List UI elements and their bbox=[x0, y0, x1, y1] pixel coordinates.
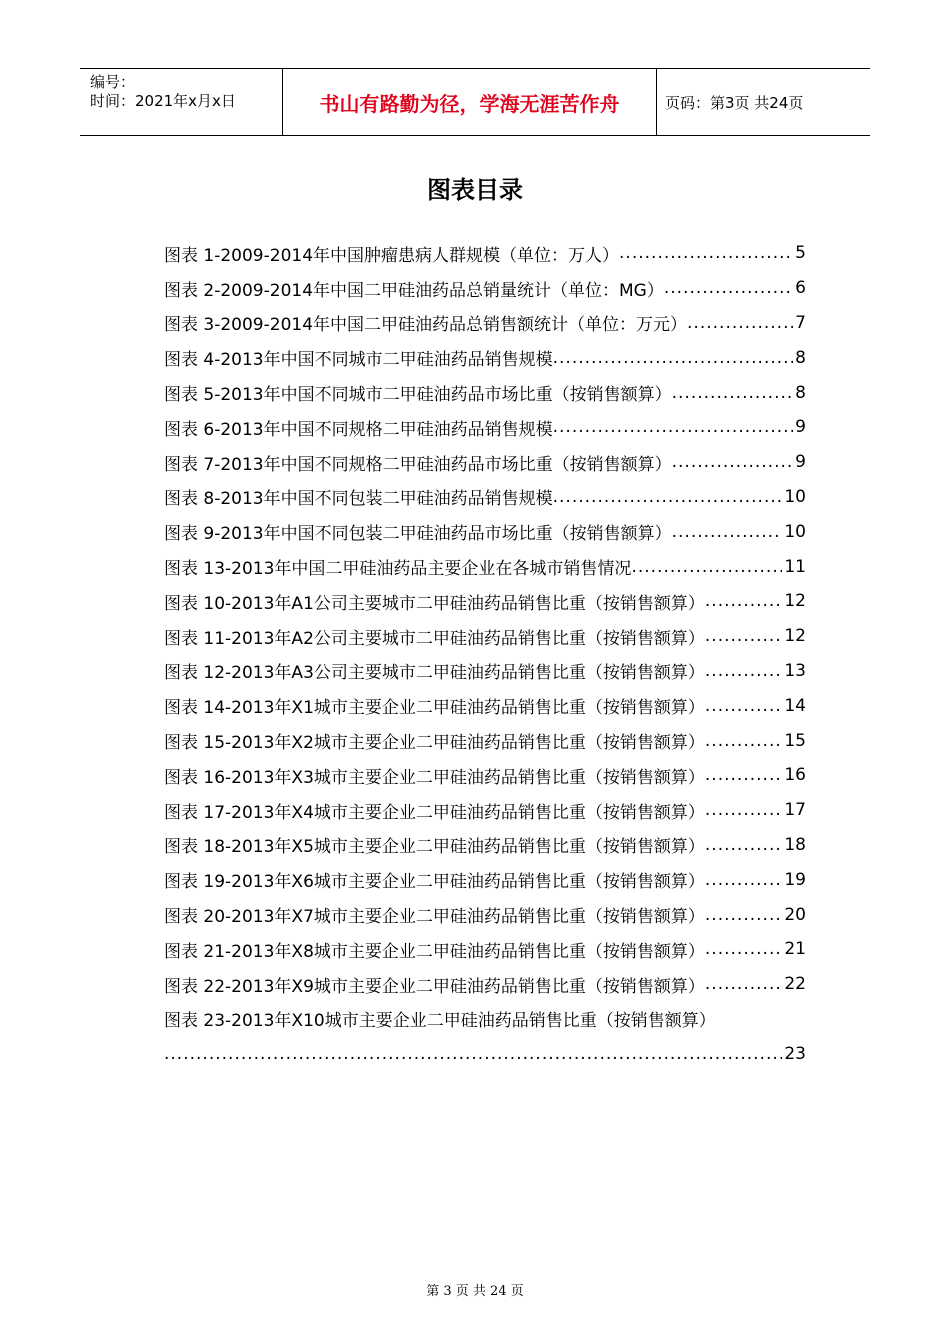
toc-leader-dots bbox=[687, 313, 793, 333]
toc-entry-page: 7 bbox=[795, 312, 806, 333]
toc-entry-label: 图表 14-2013年X1城市主要企业二甲硅油药品销售比重（按销售额算） bbox=[164, 698, 705, 719]
toc-entry-label: 图表 5-2013年中国不同城市二甲硅油药品市场比重（按销售额算） bbox=[164, 385, 672, 406]
toc-leader-dots bbox=[705, 661, 782, 681]
toc-entry[interactable] bbox=[164, 514, 806, 549]
toc-entry[interactable] bbox=[164, 828, 806, 863]
toc-entry-label: 图表 10-2013年A1公司主要城市二甲硅油药品销售比重（按销售额算） bbox=[164, 593, 705, 614]
toc-entry-page: 18 bbox=[784, 834, 806, 855]
toc-entry-label: 图表 18-2013年X5城市主要企业二甲硅油药品销售比重（按销售额算） bbox=[164, 837, 705, 858]
toc-entry[interactable] bbox=[164, 897, 806, 932]
toc-entry-label: 图表 20-2013年X7城市主要企业二甲硅油药品销售比重（按销售额算） bbox=[164, 907, 705, 928]
toc-entry-label: 图表 13-2013年中国二甲硅油药品主要企业在各城市销售情况 bbox=[164, 559, 632, 580]
toc-entry-page: 8 bbox=[795, 382, 806, 403]
toc-entry-label: 图表 16-2013年X3城市主要企业二甲硅油药品销售比重（按销售额算） bbox=[164, 767, 705, 788]
toc-leader-dots bbox=[705, 765, 782, 785]
toc-entry-page: 21 bbox=[784, 939, 806, 960]
toc-leader-dots bbox=[705, 939, 782, 959]
toc-entry-label: 图表 17-2013年X4城市主要企业二甲硅油药品销售比重（按销售额算） bbox=[164, 802, 705, 823]
toc-entry-page: 11 bbox=[784, 556, 806, 577]
toc-leader-dots bbox=[672, 452, 794, 472]
toc-leader-dots bbox=[705, 835, 782, 855]
toc-entry-label: 图表 12-2013年A3公司主要城市二甲硅油药品销售比重（按销售额算） bbox=[164, 663, 705, 684]
toc-entry[interactable] bbox=[164, 306, 806, 341]
toc-entry-page: 6 bbox=[795, 278, 806, 299]
toc-entry-page: 15 bbox=[784, 730, 806, 751]
toc-entry-page: 9 bbox=[795, 417, 806, 438]
toc-entry-page: 20 bbox=[784, 904, 806, 925]
toc-entry-continuation[interactable] bbox=[164, 1036, 806, 1071]
toc-entry-label: 图表 9-2013年中国不同包装二甲硅油药品市场比重（按销售额算） bbox=[164, 524, 672, 545]
toc-entry[interactable] bbox=[164, 967, 806, 1002]
toc-entry[interactable] bbox=[164, 688, 806, 723]
toc-entry[interactable] bbox=[164, 549, 806, 584]
toc-leader-dots bbox=[705, 591, 782, 611]
toc-entry-page: 14 bbox=[784, 695, 806, 716]
toc-leader-dots bbox=[553, 348, 794, 368]
toc-entry-page: 9 bbox=[795, 452, 806, 473]
toc-leader-dots bbox=[705, 626, 782, 646]
toc-entry[interactable] bbox=[164, 236, 806, 271]
toc-entry[interactable] bbox=[164, 584, 806, 619]
toc-entry-label: 图表 21-2013年X8城市主要企业二甲硅油药品销售比重（按销售额算） bbox=[164, 941, 705, 962]
toc-entry-label: 图表 6-2013年中国不同规格二甲硅油药品销售规模 bbox=[164, 419, 553, 440]
toc-entry-label: 图表 4-2013年中国不同城市二甲硅油药品销售规模 bbox=[164, 350, 553, 371]
toc-entry[interactable] bbox=[164, 410, 806, 445]
toc-entry-label: 图表 23-2013年X10城市主要企业二甲硅油药品销售比重（按销售额算） bbox=[164, 1011, 716, 1032]
toc-leader-dots bbox=[553, 417, 794, 437]
toc-entry-label: 图表 22-2013年X9城市主要企业二甲硅油药品销售比重（按销售额算） bbox=[164, 976, 705, 997]
toc-entry[interactable] bbox=[164, 340, 806, 375]
toc-entry-label: 图表 3-2009-2014年中国二甲硅油药品总销售额统计（单位：万元） bbox=[164, 315, 688, 336]
toc-entry[interactable] bbox=[164, 445, 806, 480]
toc-entry-page: 13 bbox=[784, 660, 806, 681]
toc-entry-page: 16 bbox=[784, 765, 806, 786]
toc-leader-dots bbox=[631, 557, 782, 577]
toc-entry-page: 23 bbox=[784, 1043, 806, 1064]
toc-leader-dots bbox=[664, 278, 793, 298]
toc-leader-dots bbox=[705, 800, 782, 820]
toc-entry-page: 17 bbox=[784, 800, 806, 821]
toc-entry[interactable] bbox=[164, 375, 806, 410]
toc-entry-label: 图表 8-2013年中国不同包装二甲硅油药品销售规模 bbox=[164, 489, 553, 510]
toc-leader-dots bbox=[705, 974, 782, 994]
toc-entry-label: 图表 19-2013年X6城市主要企业二甲硅油药品销售比重（按销售额算） bbox=[164, 872, 705, 893]
toc-leader-dots bbox=[705, 731, 782, 751]
document-time-label: 时间：2021年x月x日 bbox=[90, 92, 236, 110]
toc-leader-dots bbox=[672, 383, 794, 403]
document-number-label: 编号： bbox=[90, 73, 136, 91]
toc-leader-dots bbox=[672, 522, 783, 542]
toc-entry[interactable] bbox=[164, 723, 806, 758]
toc-entry-page: 5 bbox=[795, 243, 806, 264]
toc-leader-dots bbox=[705, 696, 782, 716]
toc-entry-page: 22 bbox=[784, 974, 806, 995]
toc-entry-page: 12 bbox=[784, 591, 806, 612]
toc-leader-dots bbox=[705, 905, 782, 925]
page-footer: 第 3 页 共 24 页 bbox=[426, 1284, 524, 1299]
toc-entry[interactable] bbox=[164, 654, 806, 689]
header-motto: 书山有路勤为径，学海无涯苦作舟 bbox=[282, 69, 657, 135]
header-page-info: 页码：第3页 共24页 bbox=[665, 93, 804, 112]
toc-entry-label: 图表 2-2009-2014年中国二甲硅油药品总销量统计（单位：MG） bbox=[164, 280, 664, 301]
toc-entry-label: 图表 7-2013年中国不同规格二甲硅油药品市场比重（按销售额算） bbox=[164, 454, 672, 475]
page-header bbox=[80, 68, 870, 136]
toc-entry[interactable] bbox=[164, 758, 806, 793]
toc-entry-page: 8 bbox=[795, 347, 806, 368]
toc-entry-page: 19 bbox=[784, 869, 806, 890]
toc-entry[interactable] bbox=[164, 793, 806, 828]
toc-entry[interactable] bbox=[164, 480, 806, 515]
toc-entry-label: 图表 15-2013年X2城市主要企业二甲硅油药品销售比重（按销售额算） bbox=[164, 733, 705, 754]
header-left-cell bbox=[80, 69, 282, 135]
toc-entry[interactable] bbox=[164, 271, 806, 306]
page-title: 图表目录 bbox=[427, 176, 523, 204]
toc-entry-page: 10 bbox=[784, 486, 806, 507]
toc-leader-dots bbox=[164, 1044, 782, 1064]
toc-entry[interactable] bbox=[164, 862, 806, 897]
table-of-figures bbox=[164, 236, 806, 1071]
toc-entry[interactable] bbox=[164, 1002, 806, 1037]
toc-leader-dots bbox=[705, 870, 782, 890]
toc-entry-page: 10 bbox=[784, 521, 806, 542]
toc-leader-dots bbox=[619, 243, 793, 263]
toc-entry-label: 图表 11-2013年A2公司主要城市二甲硅油药品销售比重（按销售额算） bbox=[164, 628, 705, 649]
toc-entry[interactable] bbox=[164, 932, 806, 967]
toc-leader-dots bbox=[553, 487, 783, 507]
toc-entry[interactable] bbox=[164, 619, 806, 654]
toc-entry-page: 12 bbox=[784, 626, 806, 647]
toc-entry-label: 图表 1-2009-2014年中国肿瘤患病人群规模（单位：万人） bbox=[164, 245, 620, 266]
